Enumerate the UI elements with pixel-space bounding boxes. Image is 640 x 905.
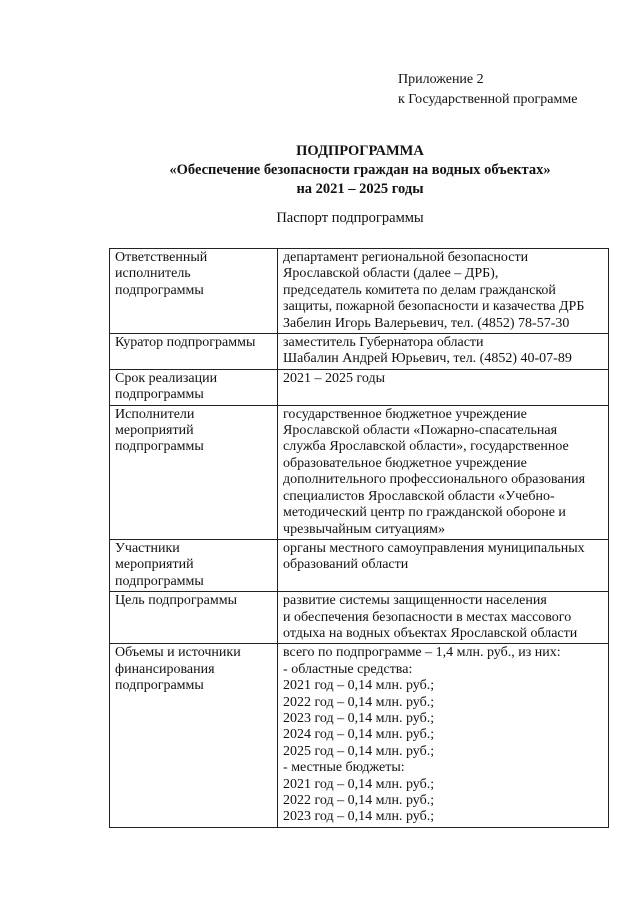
row-label-line: Срок реализации xyxy=(115,370,218,386)
row-label-line: исполнитель xyxy=(115,266,191,282)
row-value-line: - областные средства: xyxy=(283,661,413,677)
row-label-line: Объемы и источники xyxy=(115,645,241,661)
row-value-cell xyxy=(278,405,609,539)
row-value-line: Шабалин Андрей Юрьевич, тел. (4852) 40-07-89 xyxy=(283,351,572,367)
row-label-cell xyxy=(110,644,278,827)
row-label-cell xyxy=(110,334,278,370)
row-value-line: 2023 год – 0,14 млн. руб.; xyxy=(283,809,435,825)
row-value-line: Забелин Игорь Валерьевич, тел. (4852) 78-57-30 xyxy=(283,315,570,331)
row-label-line: Цель подпрограммы xyxy=(115,593,237,609)
row-value-line: 2021 год – 0,14 млн. руб.; xyxy=(283,678,435,694)
row-label-line: Участники xyxy=(115,540,180,556)
row-value-line: служба Ярославской области», государственное xyxy=(283,439,569,455)
row-value-cell xyxy=(278,539,609,591)
appendix-header xyxy=(398,70,577,110)
row-value-cell xyxy=(278,592,609,644)
row-label-line: подпрограммы xyxy=(115,573,204,589)
row-label-line: подпрограммы xyxy=(115,678,204,694)
row-value-line: методический центр по гражданской обороне и xyxy=(283,505,566,521)
row-value-cell xyxy=(278,249,609,334)
table-row xyxy=(110,644,609,827)
row-value-line: образований области xyxy=(283,557,409,573)
row-label-line: мероприятий xyxy=(115,557,194,573)
row-value-line: Ярославской области (далее – ДРБ), xyxy=(283,266,499,282)
row-label-line: финансирования xyxy=(115,661,215,677)
table-row xyxy=(110,249,609,334)
row-label-cell xyxy=(110,405,278,539)
table-row xyxy=(110,592,609,644)
subprogram-title xyxy=(0,142,640,199)
table-row xyxy=(110,369,609,405)
row-label-line: подпрограммы xyxy=(115,439,204,455)
row-value-cell xyxy=(278,369,609,405)
row-value-line: 2021 – 2025 годы xyxy=(283,370,386,386)
row-value-line: чрезвычайным ситуациям» xyxy=(283,521,445,537)
row-value-line: органы местного самоуправления муниципальных xyxy=(283,540,585,556)
table-row xyxy=(110,539,609,591)
passport-table xyxy=(109,248,609,828)
row-value-line: 2022 год – 0,14 млн. руб.; xyxy=(283,694,435,710)
row-value-cell xyxy=(278,644,609,827)
row-value-line: 2024 год – 0,14 млн. руб.; xyxy=(283,727,435,743)
row-value-line: государственное бюджетное учреждение xyxy=(283,406,527,422)
row-label-cell xyxy=(110,369,278,405)
row-value-line: отдыха на водных объектах Ярославской области xyxy=(283,625,578,641)
row-label-line: мероприятий xyxy=(115,423,194,439)
title-line-2: «Обеспечение безопасности граждан на водных объектах» xyxy=(169,162,551,178)
row-value-line: - местные бюджеты: xyxy=(283,760,405,776)
appendix-line-2: к Государственной программе xyxy=(398,92,578,107)
row-value-line: 2021 год – 0,14 млн. руб.; xyxy=(283,776,435,792)
row-label-line: подпрограммы xyxy=(115,282,204,298)
row-label-line: подпрограммы xyxy=(115,387,204,403)
row-label-line: Куратор подпрограммы xyxy=(115,335,256,351)
row-value-line: председатель комитета по делам гражданской xyxy=(283,282,556,298)
row-value-line: 2022 год – 0,14 млн. руб.; xyxy=(283,793,435,808)
title-line-1: ПОДПРОГРАММА xyxy=(296,143,424,159)
row-value-line: образовательное бюджетное учреждение xyxy=(283,455,527,471)
row-value-line: и обеспечения безопасности в местах массового xyxy=(283,609,572,625)
row-value-line: защиты, пожарной безопасности и казачества ДРБ xyxy=(283,299,585,315)
row-value-line: департамент региональной безопасности xyxy=(283,250,529,265)
appendix-line-1: Приложение 2 xyxy=(398,72,484,87)
row-value-line: специалистов Ярославской области «Учебно- xyxy=(283,488,555,504)
row-value-line: развитие системы защищенности населения xyxy=(283,593,547,609)
row-value-line: заместитель Губернатора области xyxy=(283,335,484,351)
row-value-line: дополнительного профессионального образования xyxy=(283,472,586,488)
row-label-line: Ответственный xyxy=(115,250,208,265)
row-label-line: Исполнители xyxy=(115,406,195,422)
row-value-line: 2025 год – 0,14 млн. руб.; xyxy=(283,743,435,759)
table-row xyxy=(110,334,609,370)
row-label-cell xyxy=(110,539,278,591)
table-row xyxy=(110,405,609,539)
row-label-cell xyxy=(110,249,278,334)
passport-heading: Паспорт подпрограммы xyxy=(276,210,424,226)
row-value-line: Ярославской области «Пожарно-спасательная xyxy=(283,423,558,439)
row-label-cell xyxy=(110,592,278,644)
title-line-3: на 2021 – 2025 годы xyxy=(296,181,424,197)
row-value-line: 2023 год – 0,14 млн. руб.; xyxy=(283,710,435,726)
row-value-cell xyxy=(278,334,609,370)
row-value-line: всего по подпрограмме – 1,4 млн. руб., из них: xyxy=(283,645,561,661)
